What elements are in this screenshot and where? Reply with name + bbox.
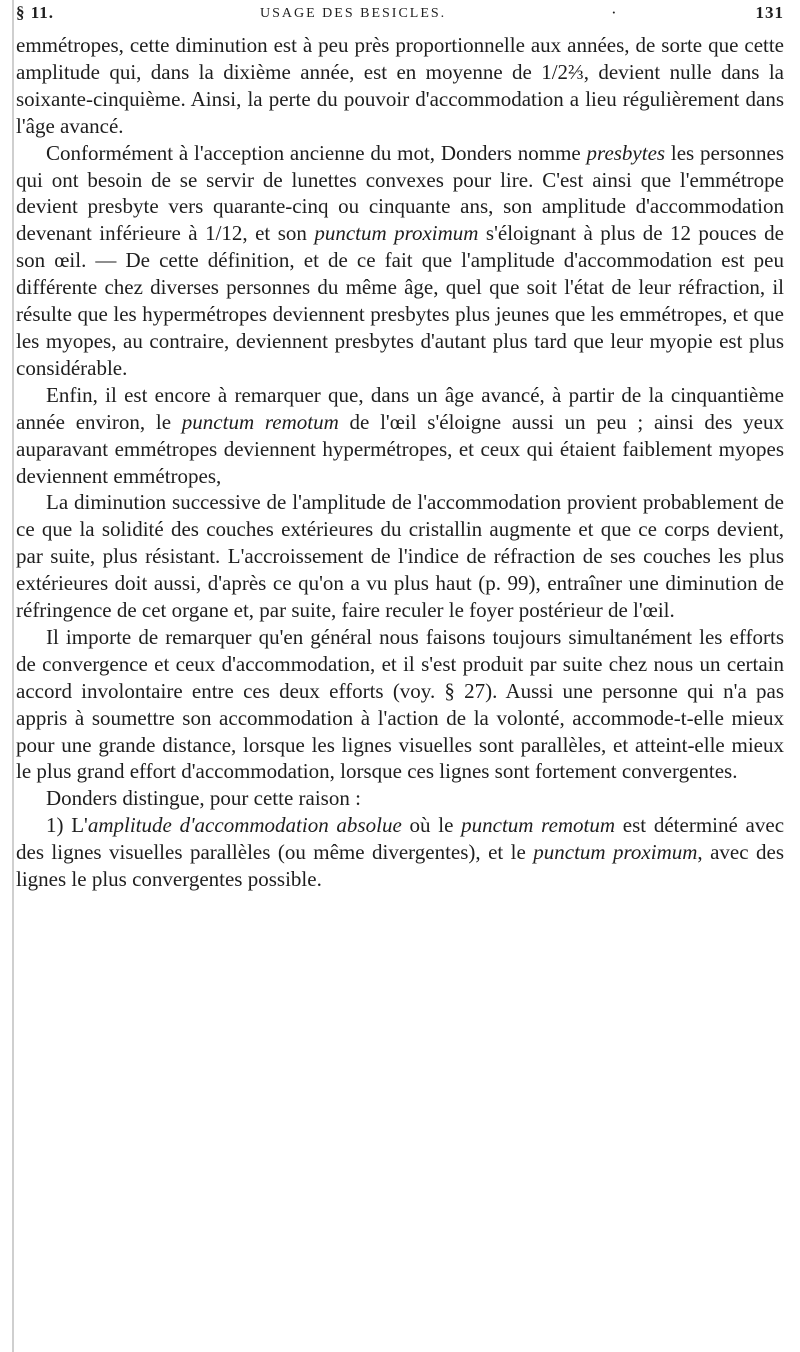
text-run: Enfin, il est encore à remarquer que, dans un âge avancé, à partir de la cinquantième année environ, le bbox=[16, 382, 784, 434]
italic-term: presbytes bbox=[586, 140, 666, 165]
paragraph-3 bbox=[16, 382, 784, 490]
body-text bbox=[16, 32, 784, 893]
text-run: Donders distingue, pour cette raison : bbox=[46, 786, 361, 811]
binding-shadow bbox=[12, 0, 14, 1352]
text-run: les personnes qui ont besoin de se servir de lunettes convexes pour lire. C'est ainsi que l'emmétrope devient presbyte vers quarante-cinq ou cinquante ans, son amplitude d'accommodation devenant inférieure à 1/12, et son bbox=[16, 140, 784, 246]
text-run: 1) L' bbox=[46, 813, 88, 838]
running-header bbox=[16, 0, 784, 28]
italic-term: punctum remotum bbox=[461, 813, 616, 838]
page-number: 131 bbox=[755, 3, 784, 22]
text-run: Conformément à l'acception ancienne du mot, Donders nomme bbox=[46, 140, 587, 165]
text-run: s'éloignant à plus de 12 pouces de son œil. — De cette définition, et de ce fait que l'amplitude d'accommodation est peu différente chez diverses personnes du même âge, quel que soit l'état de leur réfraction, il résulte que les hypermétropes deviennent presbytes plus jeunes que les emmétropes, et que les myopes, au contraire, deviennent presbytes d'autant plus tard que leur myopie est plus considérable. bbox=[16, 221, 785, 380]
paragraph-7 bbox=[16, 812, 784, 893]
text-run: La diminution successive de l'amplitude de l'accommodation provient probablement de ce que la solidité des couches extérieures du cristallin augmente et que ce corps devient, par suite, plus résistant. L'accroissement de l'indice de réfraction de ses couches les plus extérieures doit aussi, d'après ce qu'on a vu plus haut (p. 99), entraîner une diminution de réfringence de cet organe et, par suite, faire reculer le foyer postérieur de l'œil. bbox=[16, 490, 784, 623]
paragraph-5 bbox=[16, 624, 784, 785]
paragraph-1 bbox=[16, 32, 784, 140]
section-number: § 11. bbox=[16, 3, 55, 22]
paragraph-4 bbox=[16, 489, 784, 624]
text-run: Il importe de remarquer qu'en général nous faisons toujours simultanément les efforts de convergence et ceux d'accommodation, et il s'est produit par suite chez nous un certain accord involontaire entre ces deux efforts (voy. § 27). Aussi une personne qui n'a pas appris à soumettre son accommodation à l'action de la volonté, accommode-t-elle mieux pour une grande distance, lorsque les lignes visuelles sont parallèles, et atteint-elle mieux le plus grand effort d'accommodation, lorsque ces lignes sont fortement convergentes. bbox=[16, 624, 784, 784]
paragraph-2 bbox=[16, 140, 784, 382]
text-run: emmétropes, cette diminution est à peu près proportionnelle aux années, de sorte que cette amplitude qui, dans la dixième année, est en moyenne de 1/2⅔, devient nulle dans la soixante-cinquième. Ainsi, la perte du pouvoir d'accommodation a lieu régulièrement dans l'âge avancé. bbox=[16, 33, 784, 138]
paragraph-6 bbox=[16, 785, 784, 812]
text-run: , avec des lignes le plus convergentes possible. bbox=[16, 840, 784, 892]
header-mark: · bbox=[611, 3, 618, 22]
text-run: est déterminé avec des lignes visuelles parallèles (ou même divergentes), et le bbox=[16, 813, 785, 865]
text-run: de l'œil s'éloigne aussi un peu ; ainsi des yeux auparavant emmétropes deviennent hypermétropes, et ceux qui étaient faiblement myopes deviennent emmétropes, bbox=[16, 409, 785, 488]
italic-term: punctum proximum bbox=[533, 840, 698, 865]
text-run: où le bbox=[401, 813, 462, 838]
italic-term: punctum remotum bbox=[181, 409, 339, 434]
italic-term: amplitude d'accommodation absolue bbox=[87, 813, 402, 838]
italic-term: punctum proximum bbox=[314, 221, 479, 246]
running-title: USAGE DES BESICLES. bbox=[260, 6, 447, 21]
